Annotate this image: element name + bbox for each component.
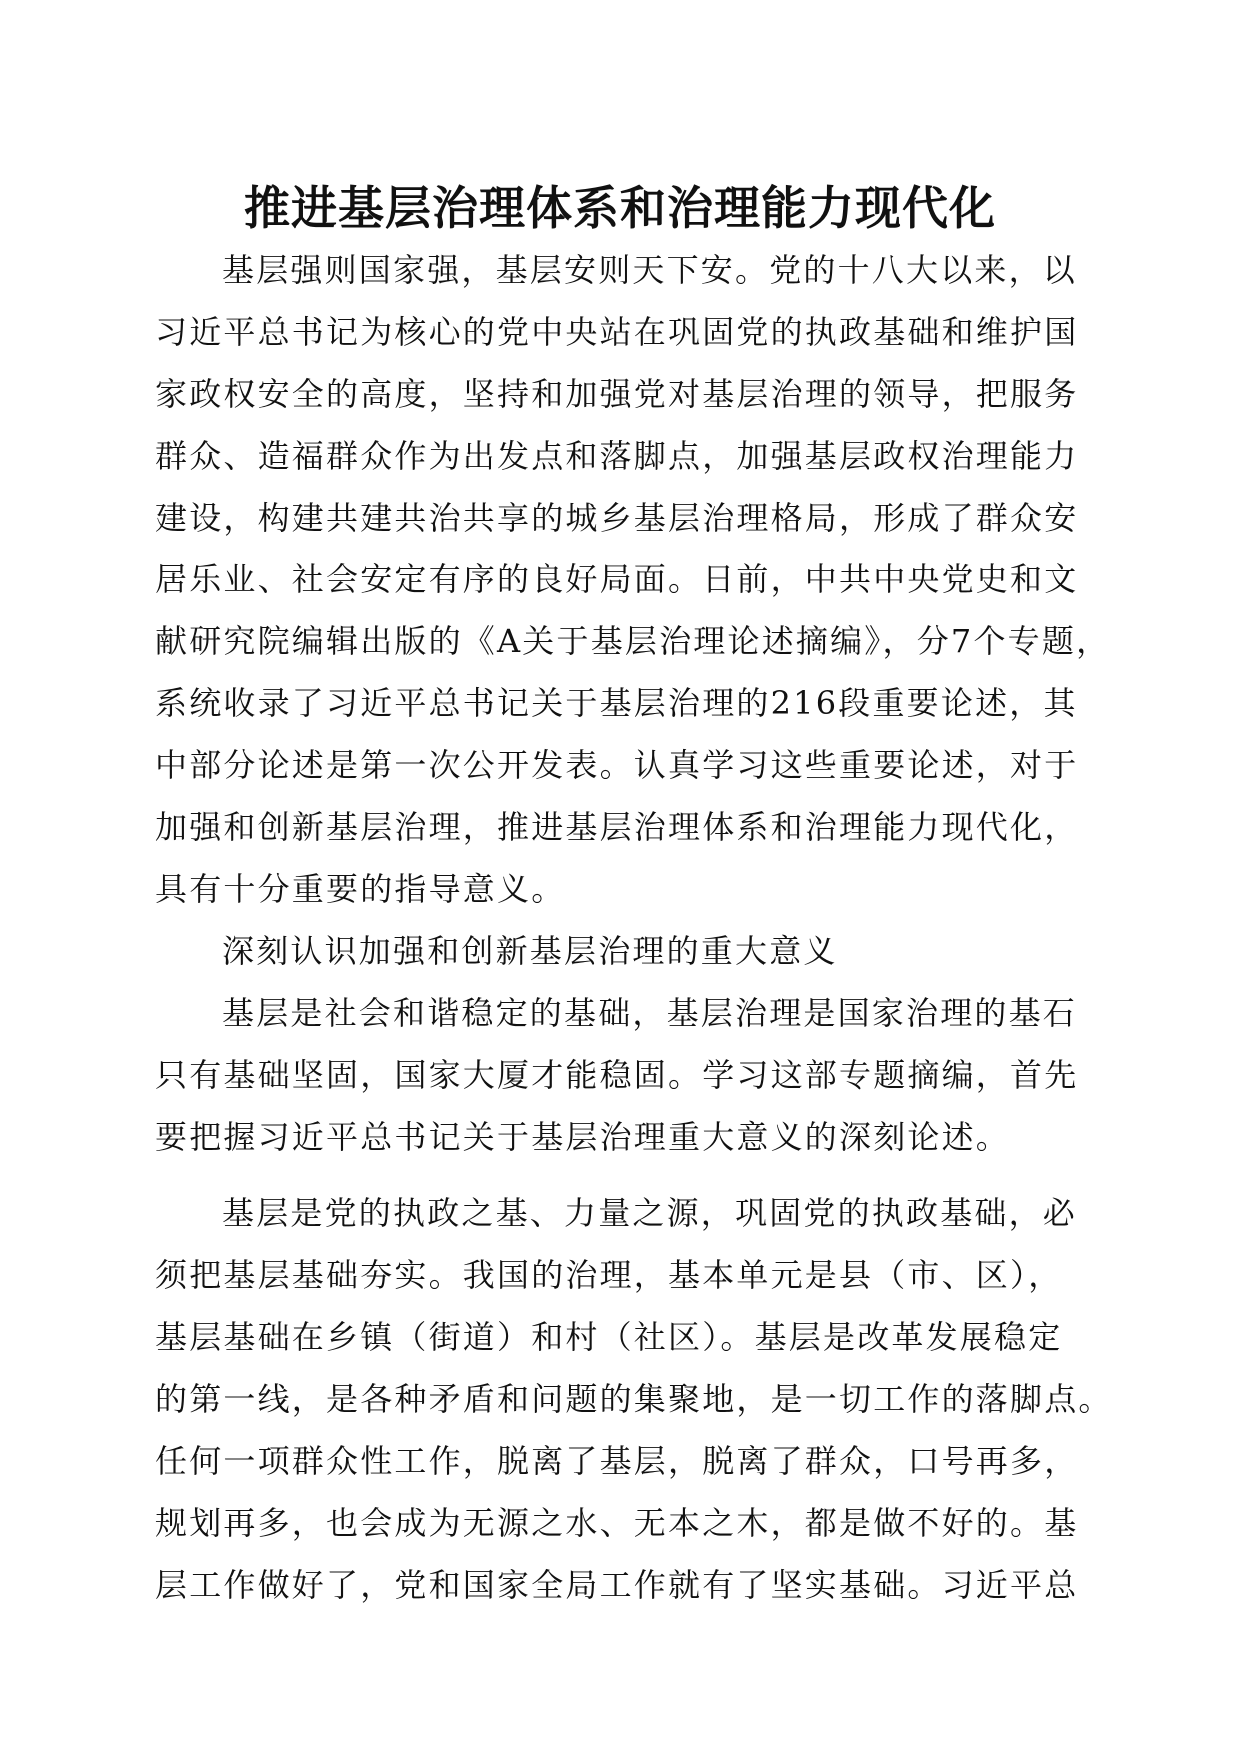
paragraph-line: 群众、造福群众作为出发点和落脚点，加强基层政权治理能力 [155, 437, 1079, 475]
paragraph-line: 中部分论述是第一次公开发表。认真学习这些重要论述，对于 [155, 746, 1079, 784]
paragraph-line: 建设，构建共建共治共享的城乡基层治理格局，形成了群众安 [155, 499, 1079, 537]
paragraph-line: 家政权安全的高度，坚持和加强党对基层治理的领导，把服务 [155, 375, 1079, 413]
paragraph-line: 居乐业、社会安定有序的良好局面。日前，中共中央党史和文 [155, 560, 1079, 598]
paragraph-line: 要把握习近平总书记关于基层治理重大意义的深刻论述。 [155, 1118, 1011, 1156]
paragraph-line: 基层是党的执政之基、力量之源，巩固党的执政基础，必 [222, 1194, 1078, 1232]
paragraph-line: 任何一项群众性工作，脱离了基层，脱离了群众，口号再多， [155, 1442, 1079, 1480]
paragraph-line: 的第一线，是各种矛盾和问题的集聚地，是一切工作的落脚点。 [155, 1380, 1113, 1418]
paragraph-line: 加强和创新基层治理，推进基层治理体系和治理能力现代化， [155, 808, 1079, 846]
document-title: 推进基层治理体系和治理能力现代化 [244, 181, 996, 235]
paragraph-line: 须把基层基础夯实。我国的治理，基本单元是县（市、区）， [155, 1256, 1063, 1294]
paragraph-line: 系统收录了习近平总书记关于基层治理的216段重要论述，其 [155, 684, 1078, 722]
paragraph-line: 只有基础坚固，国家大厦才能稳固。学习这部专题摘编，首先 [155, 1056, 1079, 1094]
paragraph-line: 基层是社会和谐稳定的基础，基层治理是国家治理的基石 [222, 994, 1078, 1032]
paragraph-line: 习近平总书记为核心的党中央站在巩固党的执政基础和维护国 [155, 313, 1079, 351]
paragraph-line: 基层强则国家强，基层安则天下安。党的十八大以来，以 [222, 251, 1078, 289]
paragraph-line: 规划再多，也会成为无源之水、无本之木，都是做不好的。基 [155, 1504, 1079, 1542]
paragraph-line: 层工作做好了，党和国家全局工作就有了坚实基础。习近平总 [155, 1566, 1079, 1604]
paragraph-line: 具有十分重要的指导意义。 [155, 870, 566, 908]
section-heading: 深刻认识加强和创新基层治理的重大意义 [222, 932, 838, 970]
paragraph-line: 献研究院编辑出版的《A关于基层治理论述摘编》，分7个专题， [155, 622, 1111, 660]
paragraph-line: 基层基础在乡镇（街道）和村（社区）。基层是改革发展稳定 [155, 1318, 1063, 1356]
